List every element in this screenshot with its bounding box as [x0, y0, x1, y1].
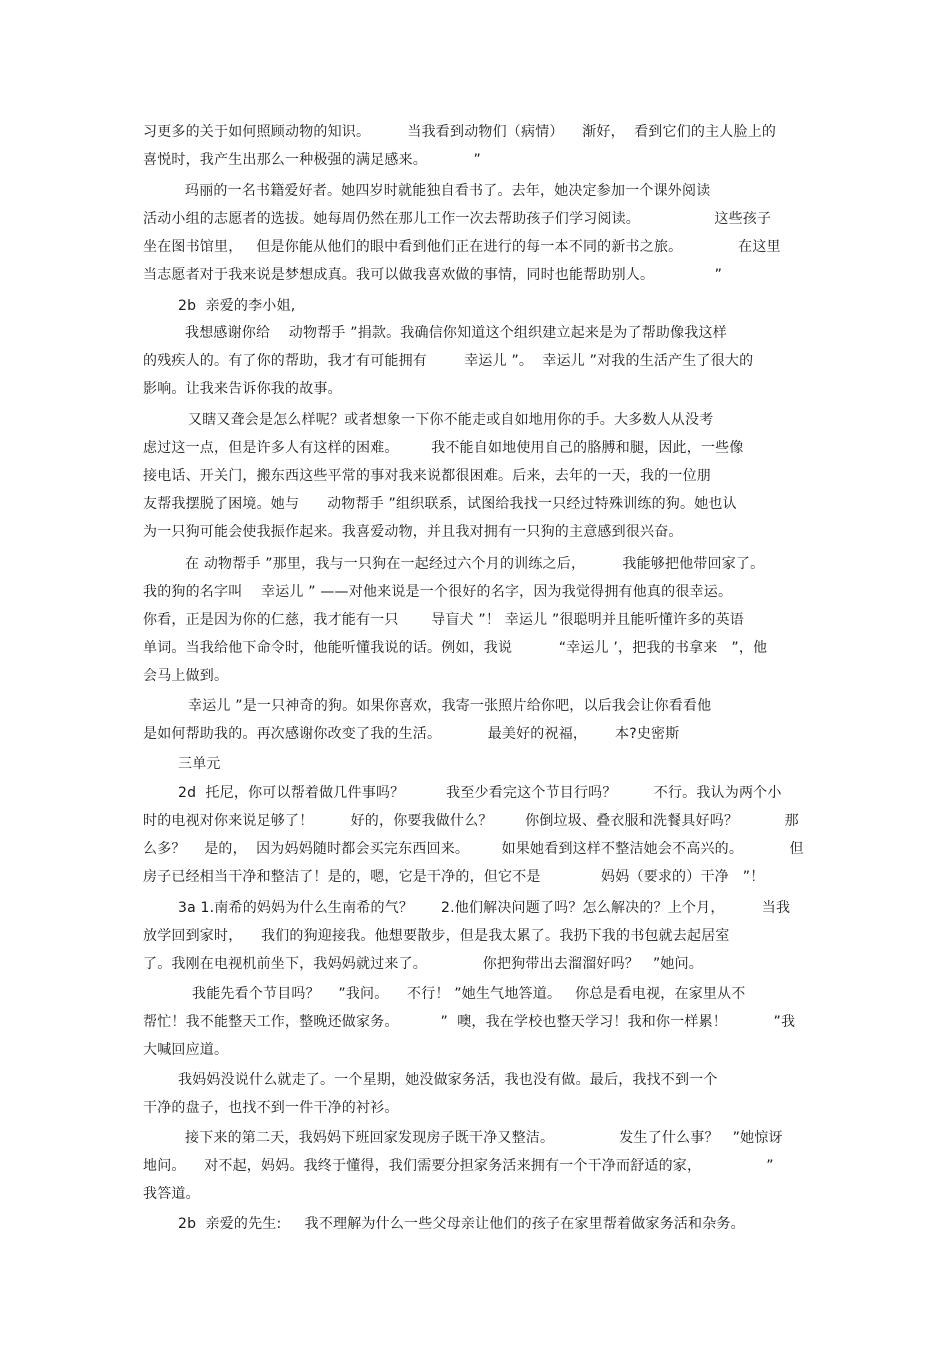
- section-heading: 2d 托尼，你可以帮着做几件事吗？ 我至少看完这个节目行吗？ 不行。我认为两个小: [178, 785, 782, 801]
- text-line: 又瞎又聋会是怎么样呢？或者想象一下你不能走或自如地用你的手。大多数人从没考: [188, 412, 714, 428]
- text-line: 大喊回应道。: [143, 1042, 229, 1058]
- section-heading: 3a 1.南希的妈妈为什么生南希的气？ 2.他们解决问题了吗？怎么解决的？上个月， 当我: [178, 900, 791, 916]
- text-line: 放学回到家时， 我们的狗迎接我。他想要散步，但是我太累了。我扔下我的书包就去起居室: [143, 928, 730, 944]
- text-line: 帮忙！我不能整天工作，整晚还做家务。 ” 噢，我在学校也整天学习！我和你一样累！ ”我: [143, 1014, 796, 1030]
- text-line: 我的狗的名字叫 幸运儿 ” ——对他来说是一个很好的名字，因为我觉得拥有他真的很幸运。: [143, 584, 733, 600]
- text-line: 虑过这一点，但是许多人有这样的困难。 我不能自如地使用自己的胳膊和腿，因此，一些像: [143, 440, 744, 456]
- text-line: 坐在图书馆里， 但是你能从他们的眼中看到他们正在进行的每一本不同的新书之旅。 在这里: [143, 239, 781, 255]
- text-line: 影响。让我来告诉你我的故事。: [143, 381, 342, 397]
- text-line: 么多？ 是的， 因为妈妈随时都会买完东西回来。 如果她看到这样不整洁她会不高兴的。 但: [143, 841, 804, 857]
- text-line: 喜悦时，我产生出那么一种极强的满足感来。 ”: [143, 152, 481, 168]
- text-line: 房子已经相当干净和整洁了！是的，嗯，它是干净的，但它不是 妈妈（要求的）干净 ”！: [143, 869, 765, 885]
- section-heading: 2b 亲爱的李小姐,: [178, 298, 296, 314]
- text-line: 在 动物帮手 ”那里，我与一只狗在一起经过六个月的训练之后， 我能够把他带回家了。: [185, 556, 765, 572]
- section-heading: 2b 亲爱的先生: 我不理解为什么一些父母亲让他们的孩子在家里帮着做家务活和杂务。: [178, 1216, 745, 1232]
- text-line: 我想感谢你给 动物帮手 ”捐款。我确信你知道这个组织建立起来是为了帮助像我这样: [185, 325, 727, 341]
- text-line: 我能先看个节目吗？ ”我问。 不行！ ”她生气地答道。 你总是看电视，在家里从不: [192, 986, 746, 1002]
- text-line: 的残疾人的。有了你的帮助，我才有可能拥有 幸运儿 ”。 幸运儿 ”对我的生活产生了很大的: [143, 353, 754, 369]
- text-line: 接电话、开关门，搬东西这些平常的事对我来说都很困难。后来，去年的一天，我的一位朋: [143, 468, 711, 484]
- text-line: 友帮我摆脱了困境。她与 动物帮手 ”组织联系，试图给我找一只经过特殊训练的狗。她也认: [143, 496, 737, 512]
- text-line: 我答道。: [143, 1186, 200, 1202]
- text-line: 时的电视对你来说足够了！ 好的，你要我做什么？ 你倒垃圾、叠衣服和洗餐具好吗？ 那: [143, 813, 799, 829]
- text-line: 为一只狗可能会使我振作起来。我喜爱动物，并且我对拥有一只狗的主意感到很兴奋。: [143, 524, 683, 540]
- text-line: 活动小组的志愿者的选拔。她每周仍然在那儿工作一次去帮助孩子们学习阅读。 这些孩子: [143, 211, 772, 227]
- text-line: 会马上做到。: [143, 668, 229, 684]
- text-line: 你看，正是因为你的仁慈，我才能有一只 导盲犬 ”！ 幸运儿 ”很聪明并且能听懂许多的英语: [143, 612, 745, 628]
- text-line: 了。我刚在电视机前坐下，我妈妈就过来了。 你把狗带出去溜溜好吗？ ”她问。: [143, 956, 704, 972]
- text-line: 单词。当我给他下命令时，他能听懂我说的话。例如，我说 “幸运儿 ’，把我的书拿来 ”，他: [143, 640, 768, 656]
- unit-heading: 三单元: [178, 756, 221, 772]
- text-line: 当志愿者对于我来说是梦想成真。我可以做我喜欢做的事情，同时也能帮助别人。 ”: [143, 267, 723, 283]
- text-line: 接下来的第二天，我妈妈下班回家发现房子既干净又整洁。 发生了什么事？ ”她惊讶: [185, 1130, 783, 1146]
- text-line: 玛丽的一名书籍爱好者。她四岁时就能独自看书了。去年，她决定参加一个课外阅读: [185, 183, 711, 199]
- text-line: 习更多的关于如何照顾动物的知识。 当我看到动物们（病情） 渐好， 看到它们的主人脸上的: [143, 124, 777, 140]
- text-line: 我妈妈没说什么就走了。一个星期，她没做家务活，我也没有做。最后，我找不到一个: [178, 1072, 718, 1088]
- text-line: 干净的盘子，也找不到一件干净的衬衫。: [143, 1100, 399, 1116]
- text-line: 幸运儿 ”是一只神奇的狗。如果你喜欢，我寄一张照片给你吧，以后我会让你看看他: [188, 698, 712, 714]
- text-line: 是如何帮助我的。再次感谢你改变了我的生活。 最美好的祝福， 本?史密斯: [143, 726, 680, 742]
- text-line: 地问。 对不起，妈妈。我终于懂得，我们需要分担家务活来拥有一个干净而舒适的家， ”: [143, 1158, 774, 1174]
